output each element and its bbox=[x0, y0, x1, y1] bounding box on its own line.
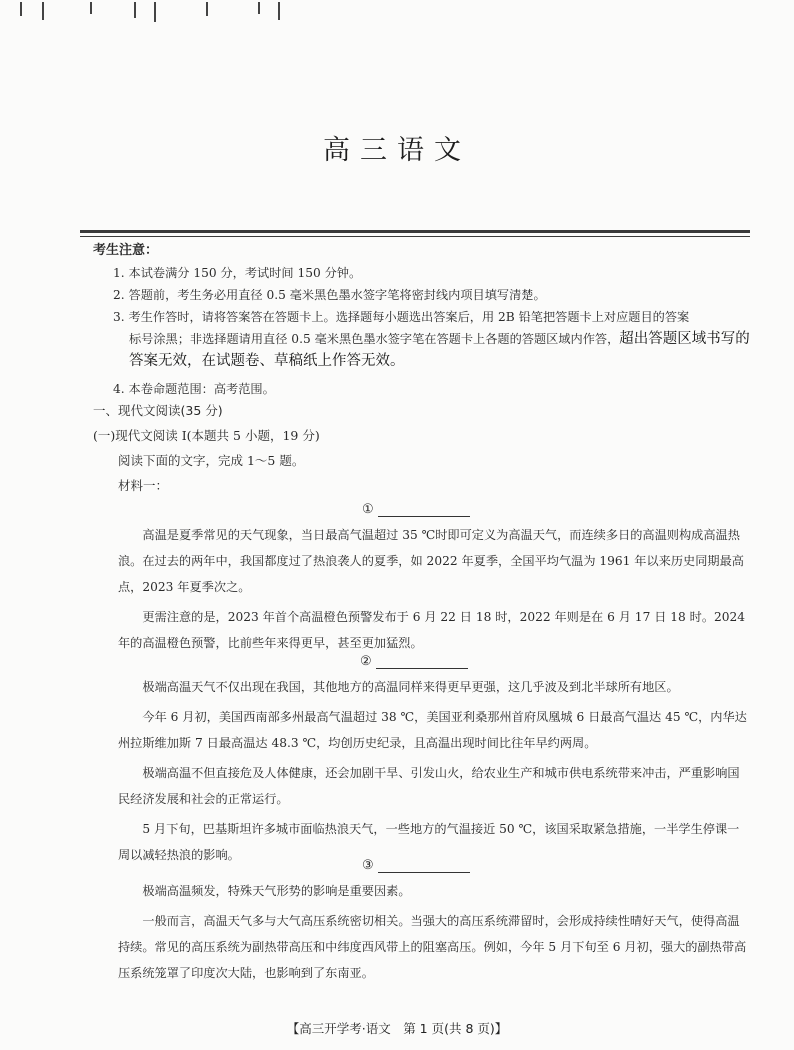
blank-1: ① bbox=[362, 502, 470, 517]
notice-heading: 考生注意： bbox=[93, 243, 159, 258]
paragraph: 一般而言，高温天气多与大气高压系统密切相关。当强大的高压系统滞留时，会形成持续性晴好天气，使得高温持续。常见的高压系统为副热带高压和中纬度西风带上的阻塞高压。例如，今年 5 月下旬至 6 月初，强大的副热带高压系统笼罩了印度次大陆，也影响到了东南亚。 bbox=[118, 914, 747, 980]
instruction: 阅读下面的文字，完成 1～5 题。 bbox=[118, 453, 305, 468]
notice-item: 4. 本卷命题范围：高考范围。 bbox=[113, 382, 275, 396]
notice-item: 3. 考生作答时，请将答案答在答题卡上。选择题每小题选出答案后，用 2B 铅笔把答题卡上对应题目的答案 bbox=[113, 310, 690, 324]
blank-3: ③ bbox=[362, 858, 470, 873]
paragraph: 极端高温天气不仅出现在我国，其他地方的高温同样来得更早更强，这几乎波及到北半球所有地区。 bbox=[142, 680, 679, 694]
paragraph: 高温是夏季常见的天气现象，当日最高气温超过 35 ℃时即可定义为高温天气，而连续多日的高温则构成高温热浪。在过去的两年中，我国都度过了热浪袭人的夏季，如 2022 年夏季，全国平均气温为 1961 年以来历史同期最高点，2023 年夏季次之。 bbox=[118, 528, 744, 594]
paragraph: 极端高温频发，特殊天气形势的影响是重要因素。 bbox=[142, 884, 411, 898]
notice-item: 1. 本试卷满分 150 分，考试时间 150 分钟。 bbox=[113, 266, 362, 280]
sub-heading: (一)现代文阅读 Ⅰ(本题共 5 小题，19 分) bbox=[93, 428, 320, 443]
exam-notice bbox=[93, 240, 758, 400]
notice-item: 标号涂黑；非选择题请用直径 0.5 毫米黑色墨水签字笔在答题卡上各题的答题区域内作答，超出答题区域书写的答案无效，在试题卷、草稿纸上作答无效。 bbox=[129, 331, 750, 369]
scan-edge-marks bbox=[20, 2, 320, 24]
page-title: 高三语文 bbox=[323, 135, 471, 166]
paragraph: 极端高温不但直接危及人体健康，还会加剧干旱、引发山火，给农业生产和城市供电系统带来冲击，严重影响国民经济发展和社会的正常运行。 bbox=[118, 766, 740, 806]
paragraph: 5 月下旬，巴基斯坦许多城市面临热浪天气，一些地方的气温接近 50 ℃，该国采取紧急措施，一半学生停课一周以减轻热浪的影响。 bbox=[118, 822, 740, 862]
blank-2: ② bbox=[360, 654, 468, 669]
notice-item: 2. 答题前，考生务必用直径 0.5 毫米黑色墨水签字笔将密封线内项目填写清楚。 bbox=[113, 288, 546, 302]
page-footer: 【高三开学考·语文 第 1 页(共 8 页)】 bbox=[286, 1021, 508, 1036]
text-block-3 bbox=[118, 878, 748, 990]
header-rule-thin bbox=[80, 236, 750, 237]
section-heading bbox=[93, 400, 753, 497]
notice-emphasis: 超出答题区域书写的答案无效，在试题卷、草稿纸上作答无效。 bbox=[129, 331, 750, 369]
header-rule bbox=[80, 230, 750, 233]
text-block-1 bbox=[118, 522, 748, 660]
paragraph: 更需注意的是，2023 年首个高温橙色预警发布于 6 月 22 日 18 时，2022 年则是在 6 月 17 日 18 时。2024 年的高温橙色预警，比前些年来得更早，甚至更加猛烈。 bbox=[118, 610, 746, 650]
part-heading: 一、现代文阅读(35 分) bbox=[93, 403, 223, 418]
paragraph: 今年 6 月初，美国西南部多州最高气温超过 38 ℃，美国亚利桑那州首府凤凰城 6 日最高气温达 45 ℃，内华达州拉斯维加斯 7 日最高温达 48.3 ℃，均创历史纪录，且高温出现时间比往年早约两周。 bbox=[118, 710, 747, 750]
material-label: 材料一： bbox=[118, 478, 169, 493]
text-block-2 bbox=[118, 674, 748, 872]
